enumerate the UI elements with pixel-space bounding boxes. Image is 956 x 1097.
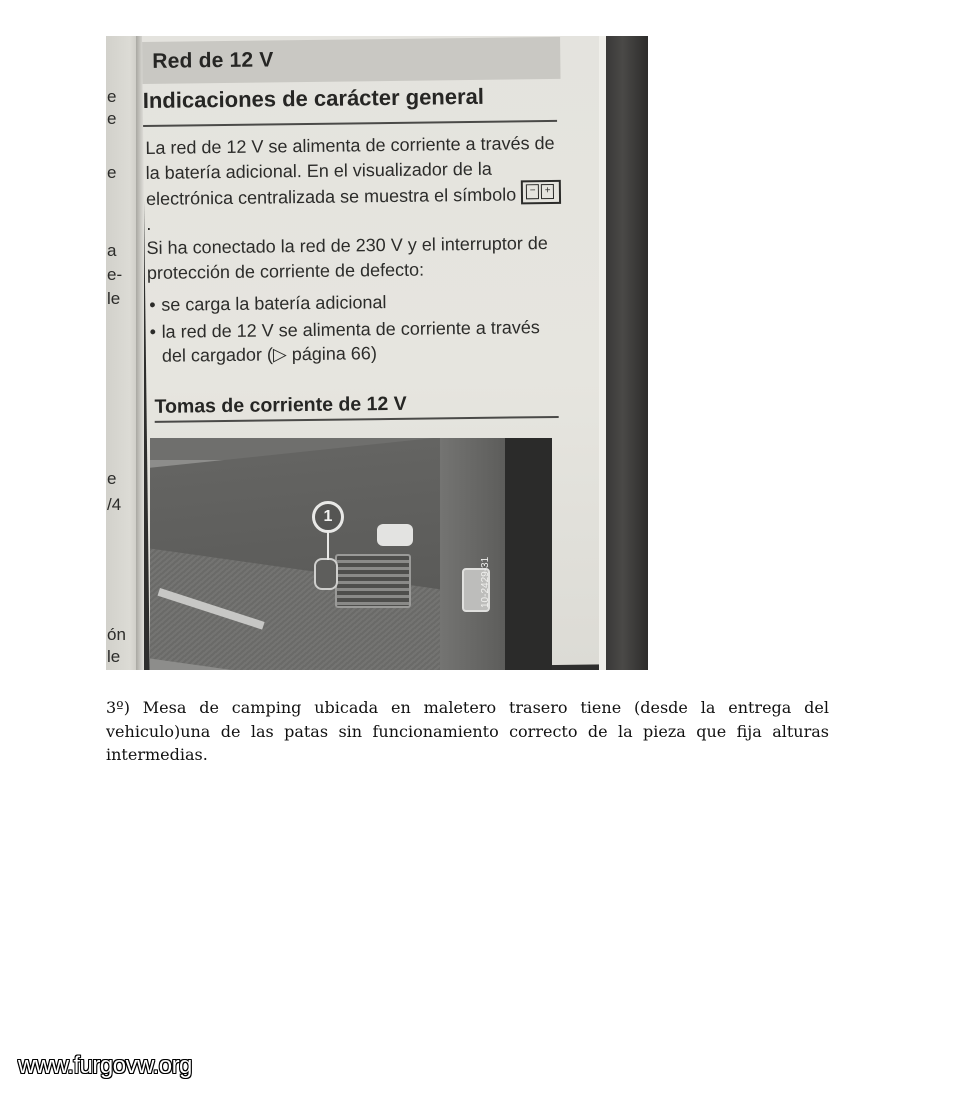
heading-rule bbox=[143, 120, 557, 127]
prev-page-fragment: /4 bbox=[107, 495, 122, 514]
12v-socket-icon bbox=[314, 558, 338, 590]
book-binding bbox=[606, 36, 648, 670]
callout-marker: 1 bbox=[312, 501, 344, 533]
manual-page-photo bbox=[106, 36, 648, 670]
section-band bbox=[142, 37, 560, 84]
figure-code: 10-2429-31 bbox=[480, 556, 491, 608]
manual-body-text bbox=[145, 131, 568, 371]
dark-area bbox=[505, 438, 552, 670]
bullet-list bbox=[147, 288, 568, 369]
watermark: www.furgovw.org bbox=[18, 1052, 192, 1079]
general-indications-heading: Indicaciones de carácter general bbox=[142, 83, 485, 113]
callout-line bbox=[327, 532, 329, 560]
prev-page-fragment: a bbox=[107, 241, 117, 260]
caption-text: 3º) Mesa de camping ubicada en maletero trasero tiene (desde la entrega del vehiculo)una de las patas sin funcionamiento correcto de la pieza que fija alturas intermedias. bbox=[106, 698, 829, 764]
bullet-item: • la red de 12 V se alimenta de corriente a través del cargador (▷ página 66) bbox=[147, 314, 568, 368]
bullet-item: • se carga la batería adicional bbox=[147, 288, 567, 318]
paragraph-1 bbox=[145, 131, 566, 236]
trunk-illustration bbox=[150, 438, 552, 670]
paragraph-1-text: La red de 12 V se alimenta de corriente a través de la batería adicional. En el visualizador de la electrónica centralizada se muestra el símbolo bbox=[145, 132, 555, 209]
battery-icon: − + bbox=[521, 180, 561, 204]
prev-page-fragment: ón bbox=[107, 625, 126, 644]
prev-page-fragment: e- bbox=[107, 265, 123, 284]
prev-page-fragment: le bbox=[107, 647, 121, 666]
vent-grille bbox=[335, 554, 411, 608]
paragraph-1-end: . bbox=[146, 213, 152, 234]
prev-page-fragment: le bbox=[107, 289, 121, 308]
section-title: Red de 12 V bbox=[152, 48, 274, 73]
prev-page-fragment: e bbox=[107, 469, 117, 488]
rear-pillar bbox=[440, 438, 510, 670]
prev-page-fragment: e bbox=[107, 163, 117, 182]
sockets-heading: Tomas de corriente de 12 V bbox=[154, 392, 407, 418]
paragraph-2: Si ha conectado la red de 230 V y el interruptor de protección de corriente de defecto: bbox=[146, 233, 548, 283]
interior-light bbox=[377, 524, 413, 546]
prev-page-fragment: e bbox=[107, 109, 117, 128]
prev-page-fragment: e bbox=[107, 87, 117, 106]
previous-page-edge bbox=[106, 36, 140, 670]
